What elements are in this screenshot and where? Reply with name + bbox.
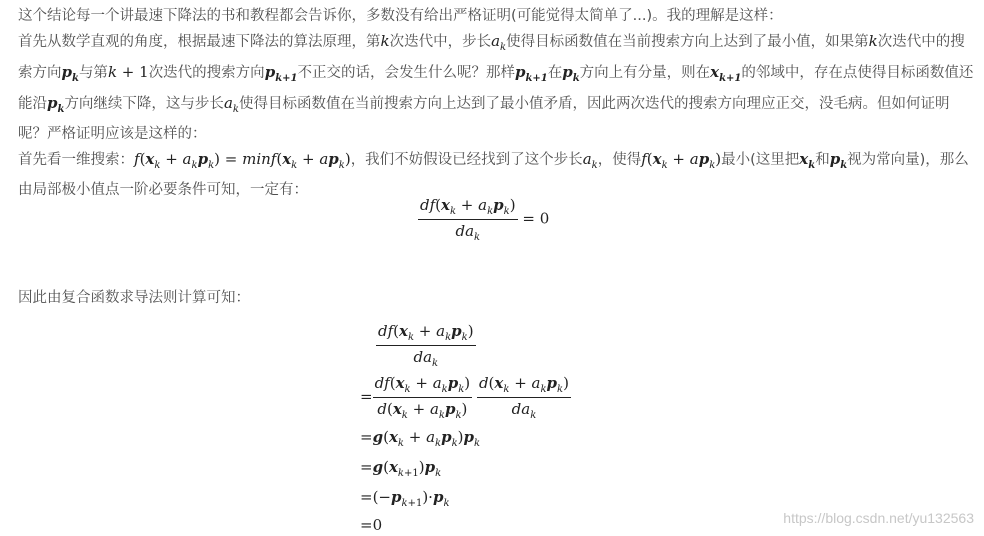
article-body <box>18 4 978 203</box>
derivation-line-4: $=g(x_{k+1})p_k$ <box>360 458 442 479</box>
paragraph-intuition: 首先从数学直观的角度，根据最速下降法的算法原理，第k次迭代中，步长$a_k$使得目标函数值在当前搜索方向上达到了最小值，如果第k次迭代中的搜索方向$p_k$与第k + 1次迭代的搜索方向$p_{k+1}$不正交的话，会发生什么呢？那样$p_{k+1}$在$p_k$方向上有分量，则在$x_{k+1}$的邻域中，存在点使得目标函数值还能沿$p_k$方向继续下降，这与步长$a_k$使得目标函数值在当前搜索方向上达到了最小值矛盾，因此两次迭代的搜索方向理应正交，没毛病。但如何证明呢？严格证明应该是这样的： <box>18 32 974 142</box>
watermark: https://blog.csdn.net/yu132563 <box>783 510 974 526</box>
derivation-line-2: = $\frac{df(x_k + a_kp_k)}{d(x_k + a_kp_k)}$ $\frac{d(x_k + a_kp_k)}{da_k}$ <box>360 374 569 421</box>
paragraph-line-search: 首先看一维搜索：$f(x_k + a_kp_k) = \min f(x_k + ap_k)$，我们不妨假设已经找到了这个步长$a_k$，使得$f(x_k + ap_k)$最小(这里把$x_k$和$p_k$视为常向量)，那么由局部极小值点一阶必要条件可知，一定有： <box>18 150 969 198</box>
paragraph-chain-rule: 因此由复合函数求导法则计算可知： <box>18 290 250 306</box>
derivation-line-1: $\frac{df(x_k + a_kp_k)}{da_k}$ <box>378 322 474 369</box>
derivation-line-6: =0 <box>360 516 383 534</box>
derivation-line-3: $=g(x_k + a_kp_k)p_k$ <box>360 428 481 449</box>
paragraph-intro: 这个结论每一个讲最速下降法的书和教程都会告诉你，多数没有给出严格证明(可能觉得太简单了...)。我的理解是这样： <box>18 8 783 24</box>
equation-first-order-condition: $\frac{df(x_k + a_kp_k)}{da_k}$ = 0 <box>420 196 550 243</box>
derivation-line-5: $=(-p_{k+1})\cdot p_k$ <box>360 488 450 509</box>
